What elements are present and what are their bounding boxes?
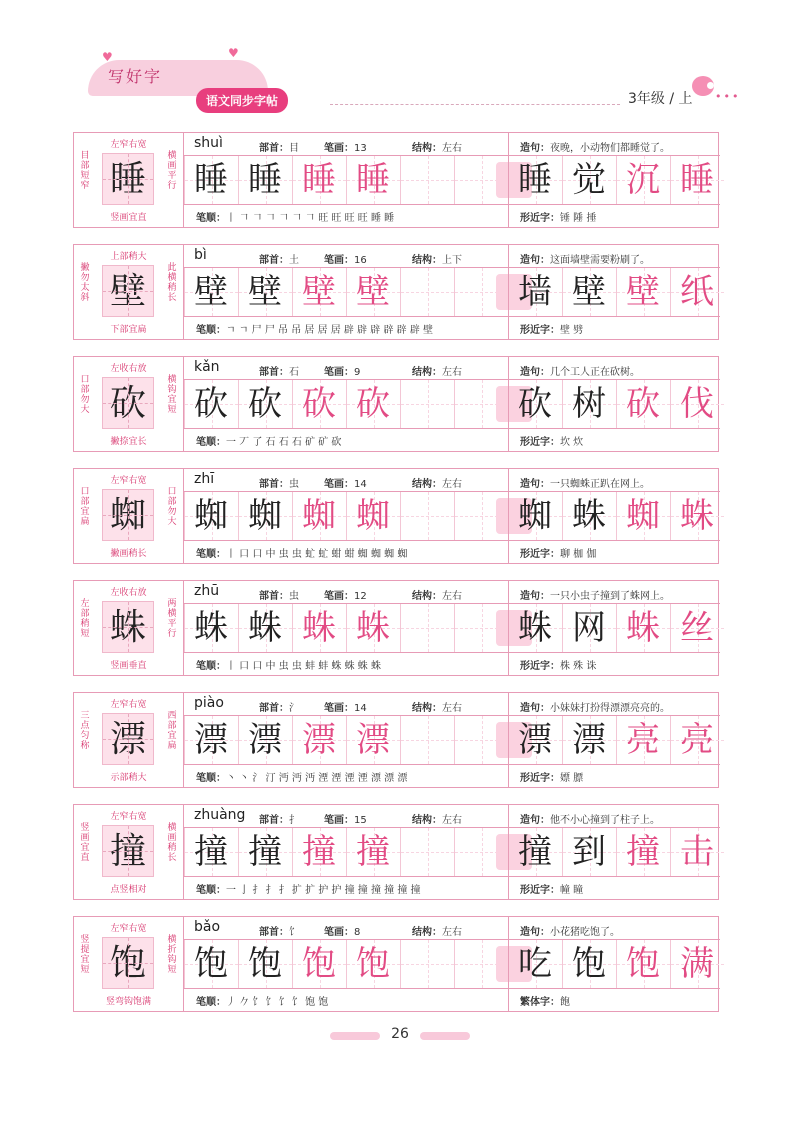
word-char: 击 xyxy=(680,832,714,872)
word-char: 漂 xyxy=(572,720,606,760)
guide-top: 左窄右宽 xyxy=(110,476,147,486)
char-guide xyxy=(74,693,184,787)
guide-top: 左收右放 xyxy=(110,364,147,374)
practice-char: 睡 xyxy=(248,160,282,200)
practice-char: 砍 xyxy=(356,384,390,424)
sentence: 造句：几个工人正在砍树。 xyxy=(520,367,640,378)
guide-top: 左窄右宽 xyxy=(110,812,147,822)
model-char: 漂 xyxy=(102,713,154,765)
word-char: 沉 xyxy=(626,160,660,200)
sentence: 造句：一只小虫子撞到了蛛网上。 xyxy=(520,591,670,602)
stroke-order: 笔顺：ㄱ ㄱ 尸 尸 吊 吊 居 居 居 辟 辟 辟 辟 辟 辟 壁 xyxy=(196,325,434,336)
writing-grid xyxy=(184,491,720,541)
guide-bottom: 点竖相对 xyxy=(110,885,147,895)
guide-left: 口部宜扁 xyxy=(80,487,90,527)
guide-right: 横画稍长 xyxy=(167,823,177,863)
guide-left: 目部短窄 xyxy=(80,151,90,191)
guide-bottom: 撇捺宜长 xyxy=(110,437,147,447)
column-separator xyxy=(508,133,509,227)
practice-char: 壁 xyxy=(194,272,228,312)
pinyin: bǎo xyxy=(194,919,221,935)
guide-bottom: 竖弯钩饱满 xyxy=(105,997,151,1007)
stroke-order: 笔顺：一 亅 扌 扌 扌 扩 扩 护 护 撞 撞 撞 撞 撞 撞 xyxy=(196,885,421,896)
model-char: 蛛 xyxy=(102,601,154,653)
grid-cell xyxy=(400,492,454,540)
char-guide xyxy=(74,917,184,1011)
related-chars: 形近字：聊 枷 伽 xyxy=(520,549,597,560)
grid-cell xyxy=(400,940,454,988)
column-separator xyxy=(508,693,509,787)
related-chars: 形近字：嫖 膘 xyxy=(520,773,584,784)
model-char: 饱 xyxy=(102,937,154,989)
stroke-count: 笔画：12 xyxy=(324,591,367,602)
practice-char: 饱 xyxy=(302,944,336,984)
stroke-count: 笔画：13 xyxy=(324,143,367,154)
sentence: 造句：小妹妹打扮得漂漂亮亮的。 xyxy=(520,703,670,714)
word-char: 饱 xyxy=(626,944,660,984)
guide-right: 横画平行 xyxy=(167,151,177,191)
word-char: 吃 xyxy=(518,944,552,984)
column-separator xyxy=(508,805,509,899)
radical: 部首：目 xyxy=(259,143,299,154)
related-chars: 繁体字：飽 xyxy=(520,997,570,1008)
practice-char: 漂 xyxy=(194,720,228,760)
practice-char: 睡 xyxy=(194,160,228,200)
char-guide xyxy=(74,469,184,563)
guide-right: 此横稍长 xyxy=(167,263,177,303)
related-chars: 形近字：坎 炊 xyxy=(520,437,584,448)
structure: 结构：左右 xyxy=(412,479,462,490)
practice-char: 砍 xyxy=(194,384,228,424)
related-chars: 形近字：壁 劈 xyxy=(520,325,584,336)
practice-char: 蜘 xyxy=(356,496,390,536)
char-guide xyxy=(74,581,184,675)
char-row xyxy=(73,468,719,564)
related-chars: 形近字：株 殊 诛 xyxy=(520,661,597,672)
char-row xyxy=(73,244,719,340)
word-char: 撞 xyxy=(626,832,660,872)
guide-bottom: 撇画稍长 xyxy=(110,549,147,559)
practice-char: 蛛 xyxy=(194,608,228,648)
pinyin: shuì xyxy=(194,135,223,151)
stroke-count: 笔画：15 xyxy=(324,815,367,826)
practice-char: 撞 xyxy=(356,832,390,872)
pinyin: piào xyxy=(194,695,224,711)
guide-bottom: 竖画垂直 xyxy=(110,661,147,671)
word-char: 睡 xyxy=(518,160,552,200)
guide-top: 左窄右宽 xyxy=(110,140,147,150)
practice-char: 睡 xyxy=(356,160,390,200)
stroke-count: 笔画：16 xyxy=(324,255,367,266)
logo xyxy=(78,46,308,112)
radical: 部首：石 xyxy=(259,367,299,378)
sentence: 造句：他不小心撞到了柱子上。 xyxy=(520,815,660,826)
logo-tag: 语文同步字帖 xyxy=(196,88,288,113)
practice-char: 蜘 xyxy=(302,496,336,536)
page-header xyxy=(0,0,800,120)
word-char: 蛛 xyxy=(626,608,660,648)
structure: 结构：左右 xyxy=(412,927,462,938)
model-char: 睡 xyxy=(102,153,154,205)
practice-char: 蜘 xyxy=(248,496,282,536)
practice-char: 砍 xyxy=(302,384,336,424)
writing-grid xyxy=(184,715,720,765)
practice-char: 撞 xyxy=(248,832,282,872)
word-char: 伐 xyxy=(680,384,714,424)
sentence: 造句：夜晚，小动物们都睡觉了。 xyxy=(520,143,670,154)
structure: 结构：左右 xyxy=(412,143,462,154)
writing-grid xyxy=(184,155,720,205)
grid-cell xyxy=(400,156,454,204)
structure: 结构：左右 xyxy=(412,591,462,602)
radical: 部首：饣 xyxy=(259,927,299,938)
word-char: 觉 xyxy=(572,160,606,200)
char-row xyxy=(73,356,719,452)
writing-grid xyxy=(184,827,720,877)
model-char: 砍 xyxy=(102,377,154,429)
practice-char: 撞 xyxy=(194,832,228,872)
word-char: 蛛 xyxy=(680,496,714,536)
grid-cell xyxy=(400,828,454,876)
char-guide xyxy=(74,357,184,451)
guide-bottom: 示部稍大 xyxy=(110,773,147,783)
radical: 部首：虫 xyxy=(259,591,299,602)
radical: 部首：土 xyxy=(259,255,299,266)
writing-grid xyxy=(184,939,720,989)
related-chars: 形近字：锤 陲 捶 xyxy=(520,213,597,224)
char-row xyxy=(73,692,719,788)
practice-char: 饱 xyxy=(356,944,390,984)
word-char: 丝 xyxy=(680,608,714,648)
word-char: 树 xyxy=(572,384,606,424)
pinyin: bì xyxy=(194,247,207,263)
column-separator xyxy=(508,357,509,451)
pinyin: zhī xyxy=(194,471,215,487)
practice-char: 睡 xyxy=(302,160,336,200)
word-char: 蛛 xyxy=(572,496,606,536)
word-char: 蛛 xyxy=(518,608,552,648)
char-row xyxy=(73,916,719,1012)
stroke-order: 笔顺：丨 口 口 中 虫 虫 蚌 蚌 蛛 蛛 蛛 蛛 xyxy=(196,661,381,672)
word-char: 蜘 xyxy=(626,496,660,536)
bird-icon xyxy=(692,76,714,96)
guide-left: 口部勿大 xyxy=(80,375,90,415)
writing-grid xyxy=(184,379,720,429)
practice-char: 漂 xyxy=(302,720,336,760)
grid-cell xyxy=(400,716,454,764)
char-guide xyxy=(74,133,184,227)
practice-char: 撞 xyxy=(302,832,336,872)
word-char: 壁 xyxy=(626,272,660,312)
guide-right: 两横平行 xyxy=(167,599,177,639)
grid-cell xyxy=(400,268,454,316)
pinyin: zhuàng xyxy=(194,807,246,823)
practice-char: 漂 xyxy=(356,720,390,760)
sentence: 造句：一只蜘蛛正趴在网上。 xyxy=(520,479,650,490)
word-char: 蜘 xyxy=(518,496,552,536)
char-guide xyxy=(74,245,184,339)
word-char: 满 xyxy=(680,944,714,984)
guide-right: 西部宜扁 xyxy=(167,711,177,751)
stroke-count: 笔画：8 xyxy=(324,927,361,938)
practice-char: 饱 xyxy=(248,944,282,984)
stroke-count: 笔画：9 xyxy=(324,367,361,378)
guide-left: 左部稍短 xyxy=(80,599,90,639)
guide-left: 竖画宜直 xyxy=(80,823,90,863)
writing-grid xyxy=(184,267,720,317)
practice-char: 壁 xyxy=(302,272,336,312)
model-char: 壁 xyxy=(102,265,154,317)
radical: 部首：氵 xyxy=(259,703,299,714)
guide-left: 三点匀称 xyxy=(80,711,90,751)
practice-char: 壁 xyxy=(248,272,282,312)
guide-top: 左收右放 xyxy=(110,588,147,598)
page-number: 26 xyxy=(391,1026,409,1042)
guide-top: 左窄右宽 xyxy=(110,924,147,934)
model-char: 蜘 xyxy=(102,489,154,541)
char-guide xyxy=(74,805,184,899)
sentence: 造句：小花猪吃饱了。 xyxy=(520,927,620,938)
word-char: 纸 xyxy=(680,272,714,312)
word-char: 砍 xyxy=(626,384,660,424)
radical: 部首：虫 xyxy=(259,479,299,490)
practice-char: 砍 xyxy=(248,384,282,424)
stroke-order: 笔顺：丨 𠃍 𠃍 𠃍 𠃍 𠃍 𠃍 旺 旺 旺 旺 睡 睡 xyxy=(196,213,395,224)
column-separator xyxy=(508,917,509,1011)
word-char: 到 xyxy=(572,832,606,872)
practice-char: 蛛 xyxy=(356,608,390,648)
word-char: 亮 xyxy=(626,720,660,760)
stroke-count: 笔画：14 xyxy=(324,703,367,714)
column-separator xyxy=(508,581,509,675)
model-char: 撞 xyxy=(102,825,154,877)
guide-top: 左窄右宽 xyxy=(110,700,147,710)
practice-char: 饱 xyxy=(194,944,228,984)
guide-top: 上部稍大 xyxy=(110,252,147,262)
char-row xyxy=(73,804,719,900)
structure: 结构：左右 xyxy=(412,367,462,378)
practice-char: 蜘 xyxy=(194,496,228,536)
guide-left: 撇勿太斜 xyxy=(80,263,90,303)
word-char: 睡 xyxy=(680,160,714,200)
writing-grid xyxy=(184,603,720,653)
word-char: 壁 xyxy=(572,272,606,312)
word-char: 撞 xyxy=(518,832,552,872)
practice-char: 壁 xyxy=(356,272,390,312)
dots-icon: ••• xyxy=(715,90,741,103)
sentence: 造句：这面墙壁需要粉刷了。 xyxy=(520,255,650,266)
guide-left: 竖提宜短 xyxy=(80,935,90,975)
stroke-order: 笔顺：丨 口 口 中 虫 虫 虻 虻 蚶 蚶 蜘 蜘 蜘 蜘 xyxy=(196,549,408,560)
stroke-order: 笔顺：丿 𠂊 饣 饣 饣 饣 饱 饱 xyxy=(196,997,329,1008)
word-char: 砍 xyxy=(518,384,552,424)
word-char: 漂 xyxy=(518,720,552,760)
structure: 结构：上下 xyxy=(412,255,462,266)
structure: 结构：左右 xyxy=(412,703,462,714)
grid-cell xyxy=(400,604,454,652)
stroke-order: 笔顺：一 丆 了 石 石 石 矿 矿 砍 xyxy=(196,437,342,448)
word-char: 饱 xyxy=(572,944,606,984)
pinyin: kǎn xyxy=(194,359,220,375)
logo-title: 写好字 xyxy=(108,67,163,86)
practice-char: 漂 xyxy=(248,720,282,760)
radical: 部首：扌 xyxy=(259,815,299,826)
practice-char: 蛛 xyxy=(302,608,336,648)
word-char: 网 xyxy=(572,608,606,648)
stroke-order: 笔顺：丶 丶 氵 汀 沔 沔 沔 湮 湮 湮 湮 漂 漂 漂 xyxy=(196,773,408,784)
grade-label: 3年级 / 上 xyxy=(628,91,693,107)
word-char: 墙 xyxy=(518,272,552,312)
related-chars: 形近字：幢 瞳 xyxy=(520,885,584,896)
column-separator xyxy=(508,469,509,563)
char-row xyxy=(73,580,719,676)
char-row xyxy=(73,132,719,228)
guide-bottom: 下部宜扁 xyxy=(110,325,147,335)
word-char: 亮 xyxy=(680,720,714,760)
structure: 结构：左右 xyxy=(412,815,462,826)
practice-char: 蛛 xyxy=(248,608,282,648)
guide-right: 横钩宜短 xyxy=(167,375,177,415)
guide-bottom: 竖画宜直 xyxy=(110,213,147,223)
heart-icon: ♥ xyxy=(102,50,113,64)
divider xyxy=(330,104,620,105)
guide-right: 横折钩短 xyxy=(167,935,177,975)
grid-cell xyxy=(400,380,454,428)
heart-icon: ♥ xyxy=(228,46,239,60)
guide-right: 口部勿大 xyxy=(167,487,177,527)
stroke-count: 笔画：14 xyxy=(324,479,367,490)
column-separator xyxy=(508,245,509,339)
pinyin: zhū xyxy=(194,583,220,599)
